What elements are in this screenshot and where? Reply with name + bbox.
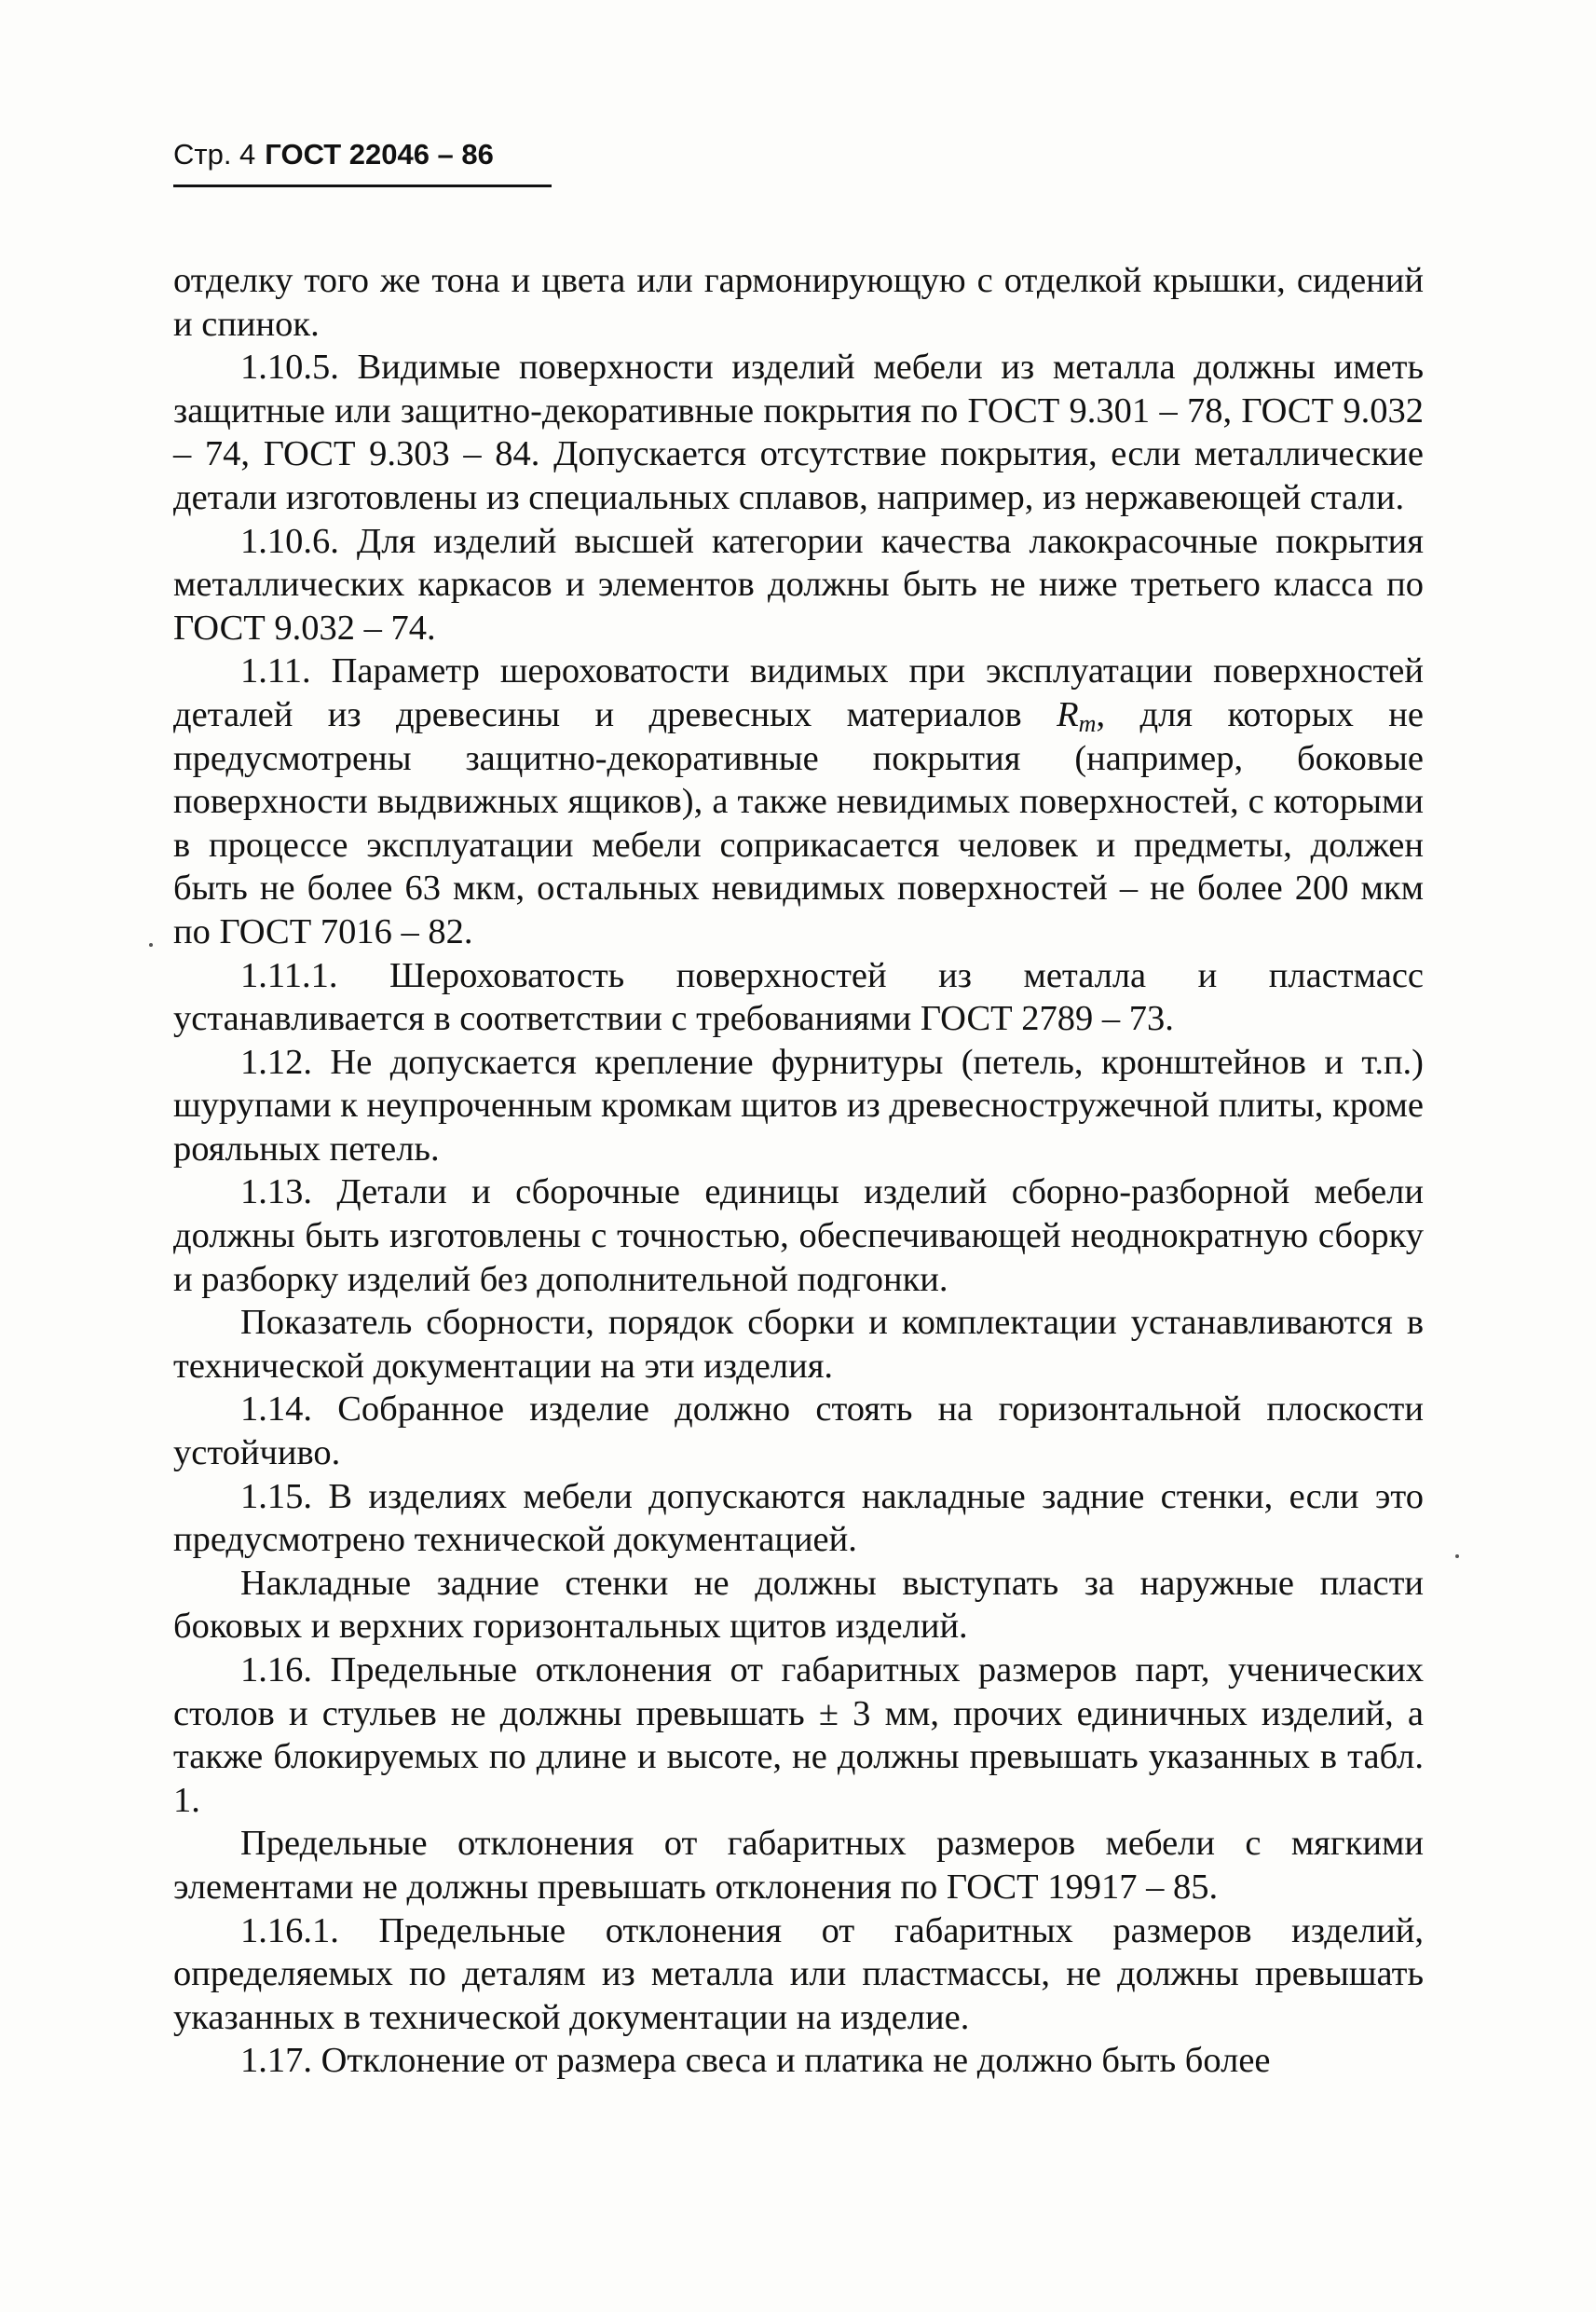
clause-1-11 (173, 650, 1424, 953)
roughness-symbol-letter: R (1057, 694, 1079, 734)
clause-1-16: 1.16. Предельные отклонения от габаритных размеров парт, ученических столов и стульев не должны превышать ± 3 мм, прочих единичных изделий, а также блокируемых по длине и высоте, не должны превышать указанных в табл. 1. (173, 1650, 1424, 1820)
clause-1-13-note: Показатель сборности, порядок сборки и комплектации устанавливаются в технической документации на эти изделия. (173, 1303, 1424, 1386)
page-number: Стр. 4 (173, 138, 256, 171)
clause-1-17: 1.17. Отклонение от размера свеса и платика не должно быть более (240, 2041, 1271, 2081)
clause-1-11-text-before: 1.11. Параметр шероховатости видимых при эксплуатации поверхностей деталей из древесины и древесных материалов (173, 651, 1424, 734)
clause-1-16-1: 1.16.1. Предельные отклонения от габаритных размеров изделий, определяемых по деталям из металла или пластмассы, не должны превышать указанных в технической документации на изделие. (173, 1910, 1424, 2037)
roughness-symbol (1057, 694, 1097, 737)
header-rule (173, 185, 552, 187)
clause-1-16-note: Предельные отклонения от габаритных размеров мебели с мягкими элементами не должны превышать отклонения по ГОСТ 19917 – 85. (173, 1824, 1424, 1907)
clause-1-15-note: Накладные задние стенки не должны выступать за наружные пласти боковых и верхних горизонтальных щитов изделий. (173, 1563, 1424, 1647)
roughness-symbol-subscript: m (1078, 709, 1097, 737)
scan-speck (1455, 1554, 1459, 1558)
clause-1-10-5: 1.10.5. Видимые поверхности изделий мебели из металла должны иметь защитные или защитно-декоративные покрытия по ГОСТ 9.301 – 78, ГОСТ 9.032 – 74, ГОСТ 9.303 – 84. Допускается отсутствие покрытия, если металлические детали изготовлены из специальных сплавов, например, из нержавеющей стали. (173, 348, 1424, 517)
clause-1-12: 1.12. Не допускается крепление фурнитуры (петель, кронштейнов и т.п.) шурупами к неупроченным кромкам щитов из древесностружечной плиты, кроме рояльных петель. (173, 1042, 1424, 1169)
clause-1-13: 1.13. Детали и сборочные единицы изделий сборно-разборной мебели должны быть изготовлены с точностью, обеспечивающей неоднократную сборку и разборку изделий без дополнительной подгонки. (173, 1172, 1424, 1299)
standard-designation: ГОСТ 22046 – 86 (265, 138, 494, 171)
scan-speck (149, 943, 153, 947)
clause-1-15: 1.15. В изделиях мебели допускаются накладные задние стенки, если это предусмотрено технической документацией. (173, 1476, 1424, 1560)
clause-1-10-6: 1.10.6. Для изделий высшей категории качества лакокрасочные покрытия металлических каркасов и элементов должны быть не ниже третьего класса по ГОСТ 9.032 – 74. (173, 521, 1424, 648)
paragraph-continuation: отделку того же тона и цвета или гармонирующую с отделкой крышки, сидений и спинок. (173, 261, 1424, 344)
body-text (173, 259, 1424, 2083)
page-header (173, 138, 555, 190)
clause-1-14: 1.14. Собранное изделие должно стоять на горизонтальной плоскости устойчиво. (173, 1389, 1424, 1473)
clause-1-11-1: 1.11.1. Шероховатость поверхностей из металла и пластмасс устанавливается в соответствии с требованиями ГОСТ 2789 – 73. (173, 955, 1424, 1039)
clause-1-11-text-after: , для которых не предусмотрены защитно-декоративные покрытия (например, боковые поверхности выдвижных ящиков), а также невидимых поверхностей, с которыми в процессе эксплуатации мебели соприкасается человек и предметы, должен быть не более 63 мкм, остальных невидимых поверхностей – не более 200 мкм по ГОСТ 7016 – 82. (173, 694, 1424, 951)
